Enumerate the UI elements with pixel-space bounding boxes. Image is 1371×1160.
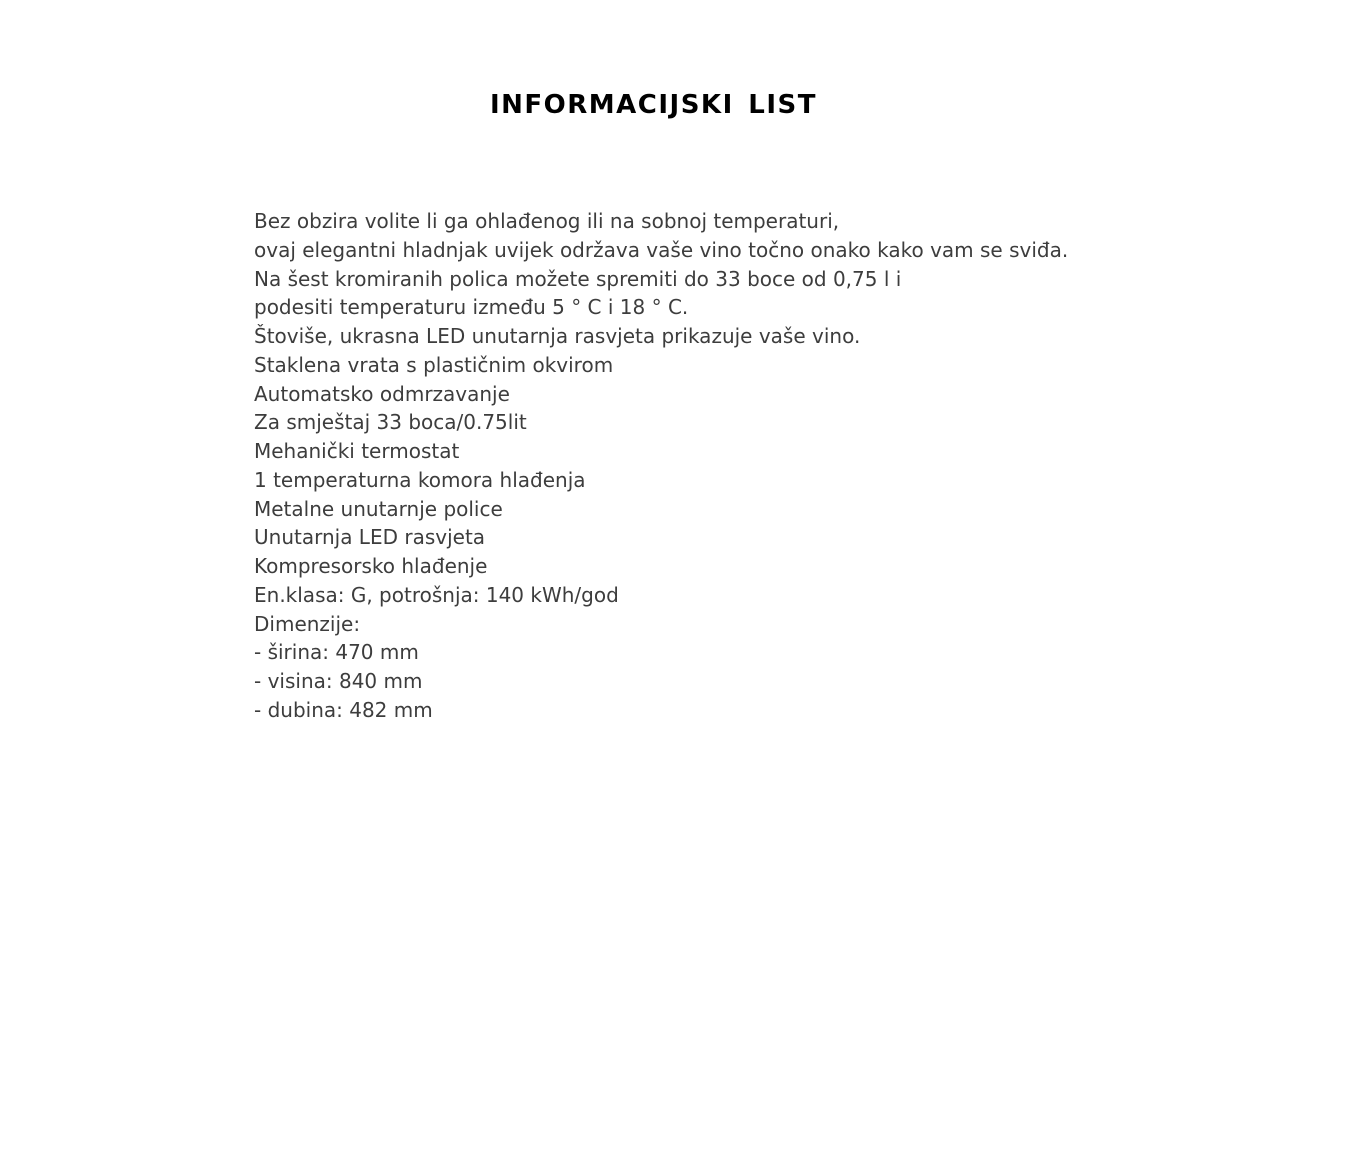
description-line: podesiti temperaturu između 5 ° C i 18 ° C. xyxy=(254,295,689,320)
feature-line: Za smještaj 33 boca/0.75lit xyxy=(254,410,527,435)
page-title: INFORMACIJSKI LIST xyxy=(489,90,818,120)
energy-class-line: En.klasa: G, potrošnja: 140 kWh/god xyxy=(254,582,619,607)
product-description xyxy=(254,207,1254,725)
feature-line: 1 temperaturna komora hlađenja xyxy=(254,467,586,492)
description-line: Na šest kromiranih polica možete spremiti do 33 boce od 0,75 l i xyxy=(254,266,902,291)
feature-line: Metalne unutarnje police xyxy=(254,496,503,521)
feature-line: Kompresorsko hlađenje xyxy=(254,554,488,578)
description-line: ovaj elegantni hladnjak uvijek održava vaše vino točno onako kako vam se sviđa. xyxy=(254,237,1069,262)
dimension-height: - visina: 840 mm xyxy=(254,669,423,693)
feature-line: Unutarnja LED rasvjeta xyxy=(254,525,486,550)
dimensions-heading: Dimenzije: xyxy=(254,611,361,636)
dimension-depth: - dubina: 482 mm xyxy=(254,697,433,722)
description-line: Bez obzira volite li ga ohlađenog ili na sobnoj temperaturi, xyxy=(254,209,840,233)
feature-line: Staklena vrata s plastičnim okvirom xyxy=(254,352,614,377)
feature-line: Automatsko odmrzavanje xyxy=(254,381,510,406)
feature-line: Mehanički termostat xyxy=(254,439,460,463)
dimension-width: - širina: 470 mm xyxy=(254,640,419,665)
description-line: Štoviše, ukrasna LED unutarnja rasvjeta prikazuje vaše vino. xyxy=(254,324,861,348)
